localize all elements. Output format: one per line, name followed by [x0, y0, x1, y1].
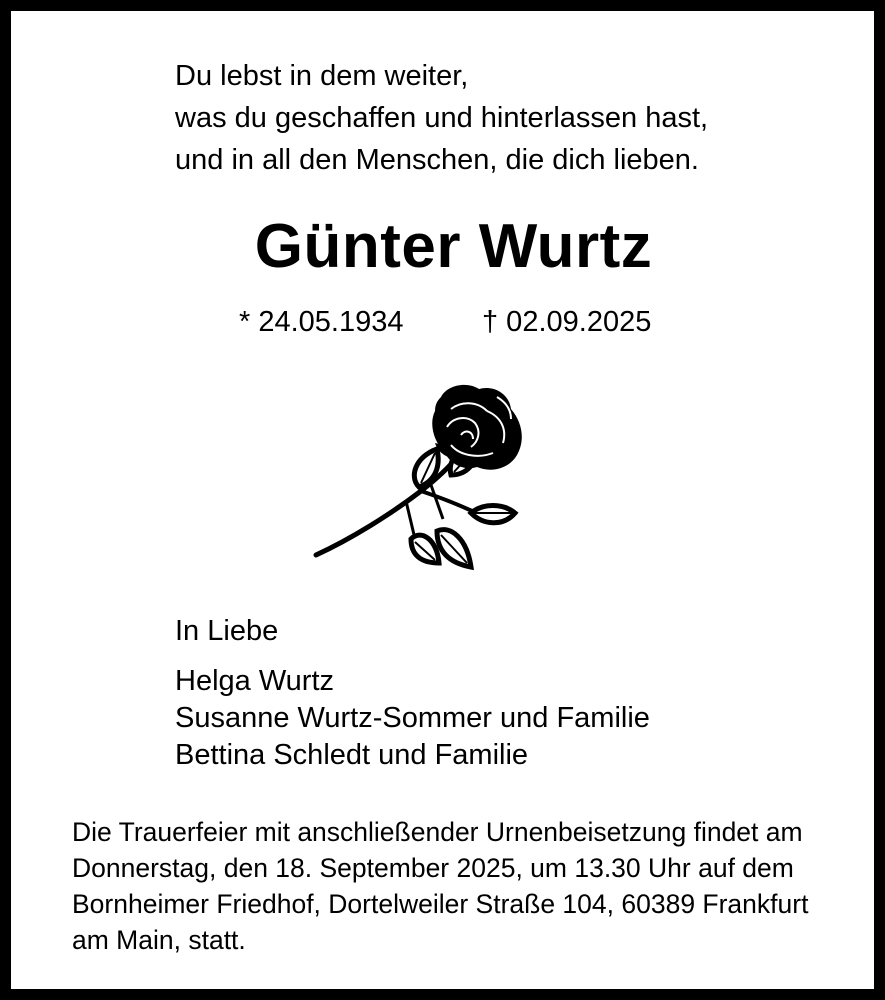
mourners-intro: In Liebe	[175, 615, 279, 647]
mourners-list	[175, 663, 650, 774]
mourner-name: Susanne Wurtz-Sommer und Familie	[175, 702, 650, 734]
birth-date: * 24.05.1934	[239, 306, 404, 338]
mourner-name: Bettina Schledt und Familie	[175, 739, 529, 771]
quote-line: was du geschaffen und hinterlassen hast,	[175, 102, 709, 134]
quote-line: Du lebst in dem weiter,	[175, 60, 469, 92]
notice-line: Die Trauerfeier mit anschließender Urnenbeisetzung findet am	[72, 817, 803, 847]
notice-line: am Main, statt.	[72, 925, 246, 955]
rose-icon	[311, 379, 531, 574]
funeral-notice	[72, 814, 847, 958]
notice-line: Bornheimer Friedhof, Dortelweiler Straße 104, 60389 Frankfurt	[72, 889, 809, 919]
notice-line: Donnerstag, den 18. September 2025, um 13.30 Uhr auf dem	[72, 853, 794, 883]
memorial-quote	[175, 55, 825, 181]
quote-line: und in all den Menschen, die dich lieben.	[175, 144, 699, 176]
mourner-name: Helga Wurtz	[175, 665, 335, 697]
deceased-name: Günter Wurtz	[254, 212, 653, 281]
death-date: † 02.09.2025	[482, 306, 652, 338]
